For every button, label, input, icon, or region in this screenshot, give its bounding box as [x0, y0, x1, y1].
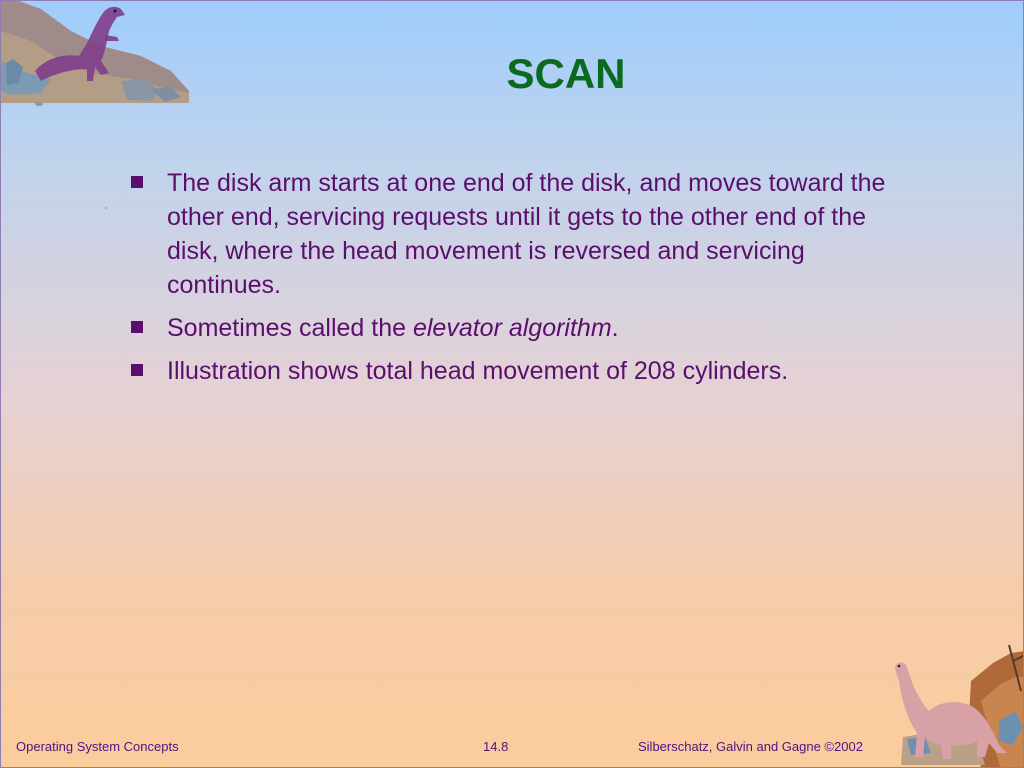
footer-course-title: Operating System Concepts: [16, 739, 179, 754]
square-bullet-icon: [131, 364, 143, 376]
bullet-item: [129, 354, 909, 388]
square-bullet-icon: [131, 176, 143, 188]
footer-page-number: 14.8: [483, 739, 509, 754]
tyrannosaurus-illustration: [1, 1, 191, 111]
bullet-text: Illustration shows total head movement of 208 cylinders.: [167, 357, 789, 385]
bullet-text: elevator algorithm: [412, 314, 612, 342]
slide-title: SCAN: [506, 50, 626, 98]
bullet-item: [129, 311, 909, 345]
bullet-text: The disk arm starts at one end of the disk, and moves toward the other end, servicing requests until it gets to the other end of the disk, where the head movement is reversed and servicing continues.: [167, 169, 886, 299]
bullet-text: Sometimes called the: [167, 314, 413, 342]
square-bullet-icon: [131, 321, 143, 333]
footer-copyright: Silberschatz, Galvin and Gagne ©2002: [638, 739, 863, 754]
speck-mark: [105, 207, 107, 209]
brontosaurus-illustration: [881, 641, 1024, 768]
bullet-item: [129, 166, 909, 302]
bullet-list: [129, 166, 909, 397]
bullet-text: .: [611, 314, 619, 342]
